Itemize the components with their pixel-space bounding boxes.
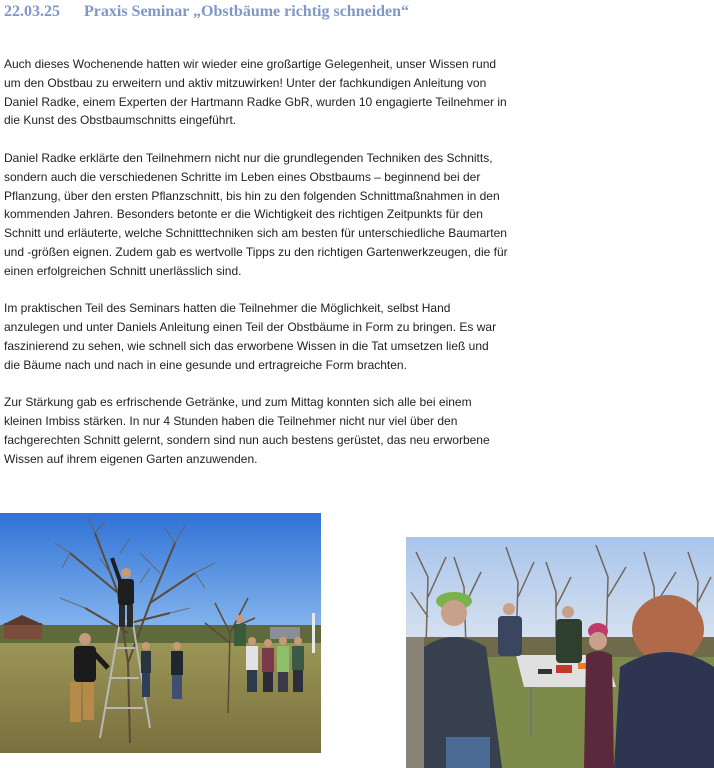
text-line: faszinierend zu sehen, wie schnell sich das erworbene Wissen in die Tat umsetzen ließ und — [4, 338, 489, 353]
text-line: Pflanzung, über den ersten Pflanzschnitt, bis hin zu den folgenden Schnittmaßnahmen in den — [4, 188, 500, 203]
text-line: Daniel Radke, einem Experten der Hartmann Radke GbR, wurden 10 engagierte Teilnehmer in — [4, 94, 507, 109]
article-heading — [4, 3, 409, 21]
text-line: Im praktischen Teil des Seminars hatten die Teilnehmer die Möglichkeit, selbst Hand — [4, 301, 451, 316]
photo-tool-table — [406, 537, 714, 768]
paragraph-2 — [4, 149, 514, 281]
text-line: anzulegen und unter Daniels Anleitung einen Teil der Obstbäume in Form zu bringen. Es war — [4, 320, 497, 335]
article-title: Praxis Seminar „Obstbäume richtig schneiden“ — [84, 3, 410, 20]
paragraph-1 — [4, 55, 514, 130]
text-line: kommenden Jahren. Besonders betonte er die Wichtigkeit des richtigen Zeitpunkts für den — [4, 207, 483, 222]
text-line: und -größen eignen. Zudem gab es wertvolle Tipps zu den richtigen Gartenwerkzeugen, die für — [4, 244, 508, 259]
article-date: 22.03.25 — [4, 3, 60, 20]
text-line: sondern auch die verschiedenen Schritte im Leben eines Obstbaums – beginnend bei der — [4, 169, 481, 184]
text-line: fachgerechten Schnitt gelernt, sondern sind nun auch bestens gerüstet, das neu erworbene — [4, 432, 490, 447]
text-line: die Kunst des Obstbaumschnitts eingeführt. — [4, 113, 237, 128]
text-line: kleinen Imbiss stärken. In nur 4 Stunden haben die Teilnehmer nicht nur viel über den — [4, 414, 458, 429]
text-line: die Bäume nach und nach in eine gesunde und ertragreiche Form brachten. — [4, 357, 407, 372]
text-line: Auch dieses Wochenende hatten wir wieder eine großartige Gelegenheit, unser Wissen rund — [4, 57, 497, 71]
text-line: Zur Stärkung gab es erfrischende Getränke, und zum Mittag konnten sich alle bei einem — [4, 395, 472, 410]
text-line: Daniel Radke erklärte den Teilnehmern nicht nur die grundlegenden Techniken des Schnitts, — [4, 150, 493, 165]
text-line: Wissen auf ihrem eigenen Garten anzuwenden. — [4, 451, 258, 466]
text-line: Schnitt und erläuterte, welche Schnitttechniken sich am besten für unterschiedliche Baumarten — [4, 226, 507, 241]
photo-tree-pruning — [0, 513, 321, 753]
text-line: um den Obstbau zu erweitern und aktiv mitzuwirken! Unter der fachkundigen Anleitung von — [4, 75, 487, 90]
article-body — [4, 55, 514, 487]
paragraph-4 — [4, 393, 514, 468]
text-line: einen erfolgreichen Schnitt unerlässlich sind. — [4, 263, 242, 278]
paragraph-3 — [4, 299, 514, 374]
